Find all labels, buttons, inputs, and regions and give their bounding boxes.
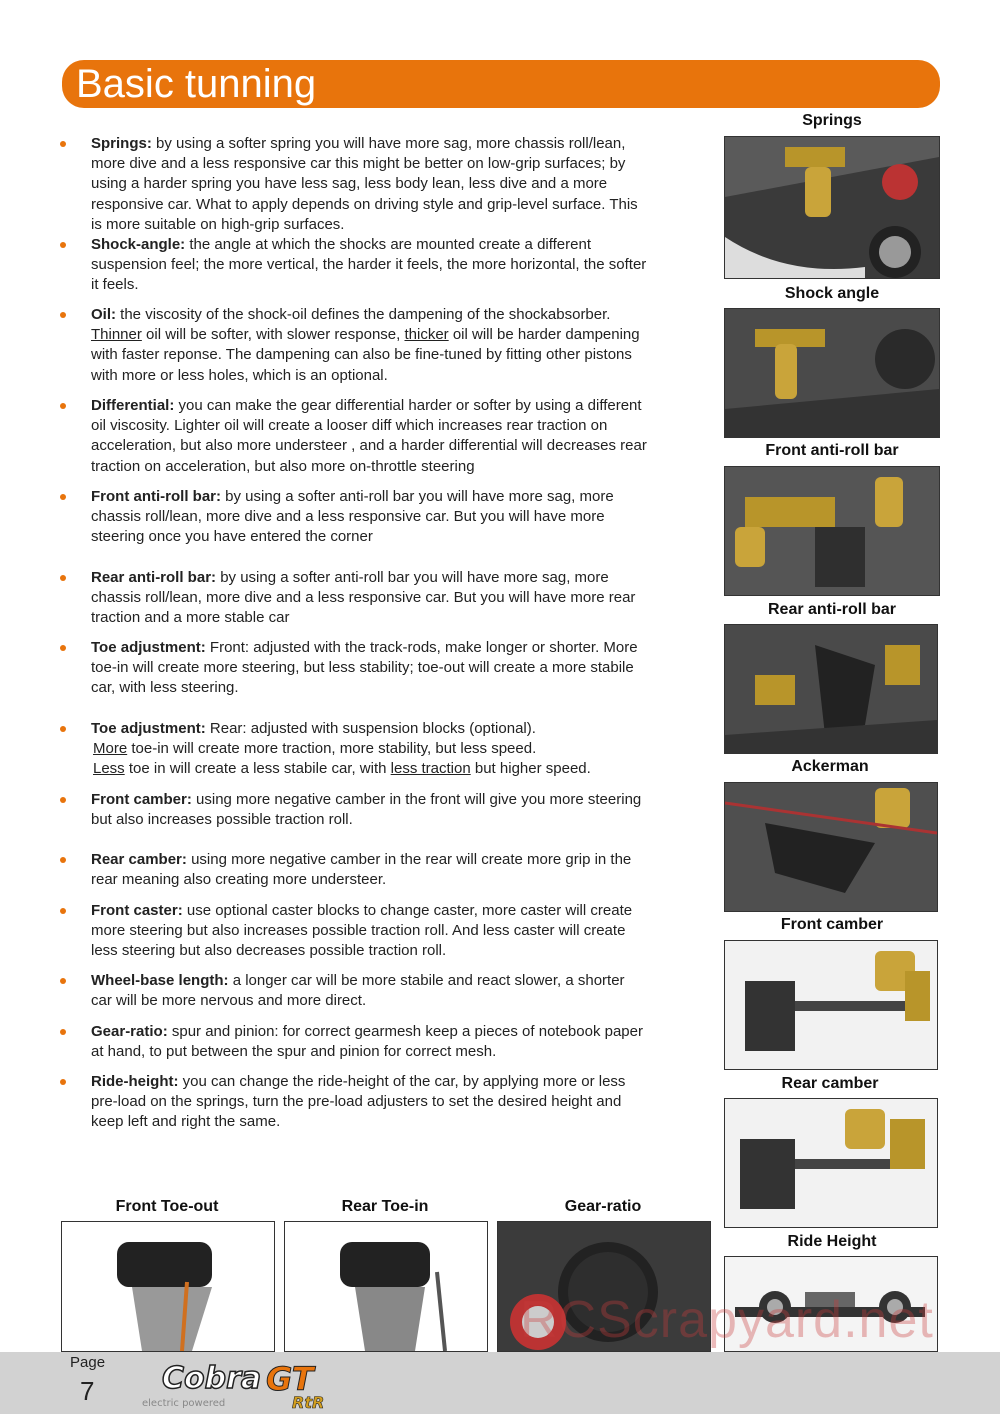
bullet-icon: [60, 141, 66, 147]
item-heading: Toe adjustment:: [91, 639, 206, 656]
shock-angle-photo: [724, 308, 940, 438]
caption-rear-anti-roll-bar: Rear anti-roll bar: [767, 601, 897, 618]
item-text: keep left and right the same.: [91, 1113, 281, 1131]
list-item: [60, 850, 710, 890]
item-text: less steering but also decreases possible traction roll.: [91, 942, 447, 960]
list-item: [60, 901, 710, 962]
item-text: Thinner: [91, 326, 142, 344]
item-text: oil viscosity. Lighter oil will create a looser diff which increases rear traction on: [91, 417, 608, 435]
item-text: the viscosity of the shock-oil defines the dampening of the shockabsorber.: [120, 306, 611, 323]
item-heading: Rear anti-roll bar:: [91, 569, 217, 586]
list-item: [60, 568, 710, 629]
item-text: traction on acceleration, but also more on-throttle steering: [91, 457, 475, 475]
item-text: but higher speed.: [474, 760, 591, 778]
front-toe-out-photo: [61, 1221, 275, 1352]
item-text: suspension feel; the more vertical, the harder it feels, the more horizontal, the softer: [91, 256, 647, 274]
caption-front-anti-roll-bar: Front anti-roll bar: [765, 442, 899, 459]
list-item: [60, 790, 710, 830]
list-item: [60, 1072, 710, 1133]
logo-subtext: electric powered: [142, 1398, 226, 1409]
item-heading: Front camber:: [91, 791, 192, 808]
list-item: [60, 487, 710, 548]
list-item: [60, 1022, 710, 1062]
list-item: [60, 638, 710, 699]
list-item: [60, 971, 710, 1011]
bullet-icon: [60, 242, 66, 248]
item-text: using a harder spring you have less sag, less body lean, less dive and a more: [91, 175, 608, 193]
item-text: using more negative camber in the rear will create more grip in the: [191, 851, 632, 868]
item-heading: Front caster:: [91, 902, 183, 919]
item-text: acceleration, but also more understeer , and a harder differential will decreases rear: [91, 437, 647, 455]
bullet-icon: [60, 908, 66, 914]
item-text: more dive and a less responsive car this might be better on low-grip surfaces; by: [91, 155, 626, 173]
bullet-icon: [60, 403, 66, 409]
front-camber-photo: [724, 940, 938, 1070]
item-text: is more suitable on high-grip surfaces.: [91, 215, 345, 233]
item-text: by using a softer spring you will have more sag, more chassis roll/lean,: [156, 135, 626, 152]
list-item: [60, 134, 710, 235]
item-heading: Gear-ratio:: [91, 1023, 168, 1040]
caption-gear-ratio: Gear-ratio: [564, 1198, 642, 1215]
item-text: traction and a more stable car: [91, 609, 290, 627]
page-title: Basic tunning: [76, 62, 317, 106]
item-text: chassis roll/lean, more dive and a less responsive car. But you will have more rear: [91, 589, 636, 607]
item-text: Rear: adjusted with suspension blocks (optional).: [209, 720, 536, 737]
bullet-icon: [60, 726, 66, 732]
logo-tag: RtR: [292, 1393, 325, 1412]
bullet-icon: [60, 978, 66, 984]
list-item: [60, 719, 710, 780]
item-text: oil will be softer, with slower response,: [146, 326, 401, 344]
item-text: you can make the gear differential harder or softer by using a different: [178, 397, 642, 414]
item-text: Less: [93, 760, 125, 778]
caption-front-toe-out: Front Toe-out: [115, 1198, 219, 1215]
item-text: but also increases possible traction roll.: [91, 811, 353, 829]
item-text: Front: adjusted with the track-rods, make longer or shorter. More: [209, 639, 638, 656]
item-text: toe-in will create more traction, more stability, but less speed.: [131, 740, 537, 758]
list-item: [60, 396, 710, 477]
springs-photo: [724, 136, 940, 279]
item-text: thicker: [404, 326, 449, 344]
item-heading: Ride-height:: [91, 1073, 179, 1090]
page-number: 7: [80, 1376, 95, 1406]
item-text: chassis roll/lean, more dive and a less responsive car. But you will have more: [91, 508, 605, 526]
logo-text: Cobra: [162, 1361, 262, 1396]
caption-ride-height: Ride Height: [787, 1233, 877, 1250]
bullet-icon: [60, 494, 66, 500]
bullet-icon: [60, 1079, 66, 1085]
bullet-icon: [60, 645, 66, 651]
rear-toe-in-photo: [284, 1221, 488, 1352]
item-text: more steering but also increases possible traction roll. And less caster will create: [91, 922, 626, 940]
item-text: oil will be harder dampening: [452, 326, 640, 344]
item-text: with more or less holes, which is an optional.: [91, 366, 388, 384]
front-anti-roll-bar-photo: [724, 466, 940, 596]
item-text: it feels.: [91, 276, 139, 294]
item-heading: Rear camber:: [91, 851, 187, 868]
item-text: less traction: [390, 760, 471, 778]
item-text: with faster reponse. The dampening can also be fine-tuned by fitting other pistons: [91, 346, 632, 364]
item-heading: Oil:: [91, 306, 116, 323]
svg-text:GT: GT: [266, 1360, 314, 1398]
caption-front-camber: Front camber: [780, 916, 884, 933]
bullet-icon: [60, 857, 66, 863]
item-heading: Toe adjustment:: [91, 720, 206, 737]
rear-anti-roll-bar-photo: [724, 624, 938, 754]
list-item: [60, 305, 710, 386]
item-text: using more negative camber in the front will give you more steering: [196, 791, 642, 808]
caption-rear-toe-in: Rear Toe-in: [341, 1198, 429, 1215]
item-heading: Front anti-roll bar:: [91, 488, 221, 505]
caption-rear-camber: Rear camber: [781, 1075, 879, 1092]
bullet-icon: [60, 1029, 66, 1035]
item-heading: Differential:: [91, 397, 175, 414]
list-item: [60, 235, 710, 296]
item-text: responsive car. What to apply depends on driving style and grip-level surface. This: [91, 195, 638, 213]
bullet-icon: [60, 575, 66, 581]
item-text: use optional caster blocks to change caster, more caster will create: [186, 902, 633, 919]
bullet-icon: [60, 797, 66, 803]
cobra-logo: [140, 1356, 350, 1412]
item-text: by using a softer anti-roll bar you will have more sag, more: [225, 488, 614, 505]
item-text: car will be more nervous and more direct.: [91, 992, 367, 1010]
caption-shock-angle: Shock angle: [784, 285, 880, 302]
item-text: steering once you have entered the corner: [91, 528, 373, 546]
item-heading: Shock-angle:: [91, 236, 186, 253]
watermark: RCScrapyard.net: [520, 1291, 934, 1349]
item-text: toe-in will create more steering, but less stability; toe-out will create a more stabile: [91, 659, 634, 677]
item-text: pre-load on the springs, turn the pre-load adjusters to set the desired height and: [91, 1093, 622, 1111]
item-text: you can change the ride-height of the car, by applying more or less: [182, 1073, 626, 1090]
item-text: rear meaning also creating more understeer.: [91, 871, 387, 889]
item-text: toe in will create a less stabile car, with: [128, 760, 387, 778]
item-text: the angle at which the shocks are mounted create a different: [189, 236, 591, 253]
caption-ackerman: Ackerman: [791, 758, 869, 775]
item-text: by using a softer anti-roll bar you will have more sag, more: [220, 569, 609, 586]
ackerman-photo: [724, 782, 938, 912]
caption-springs: Springs: [802, 112, 862, 129]
page-label: Page: [70, 1354, 106, 1371]
item-heading: Springs:: [91, 135, 152, 152]
item-text: at hand, to put between the spur and pinion for correct mesh.: [91, 1043, 497, 1061]
item-text: a longer car will be more stabile and react slower, a shorter: [232, 972, 625, 989]
rear-camber-photo: [724, 1098, 938, 1228]
item-text: spur and pinion: for correct gearmesh keep a pieces of notebook paper: [171, 1023, 643, 1040]
bullet-icon: [60, 312, 66, 318]
title-bar: [62, 60, 940, 108]
item-heading: Wheel-base length:: [91, 972, 229, 989]
item-text: More: [93, 740, 128, 758]
item-text: car, with less steering.: [91, 679, 239, 697]
